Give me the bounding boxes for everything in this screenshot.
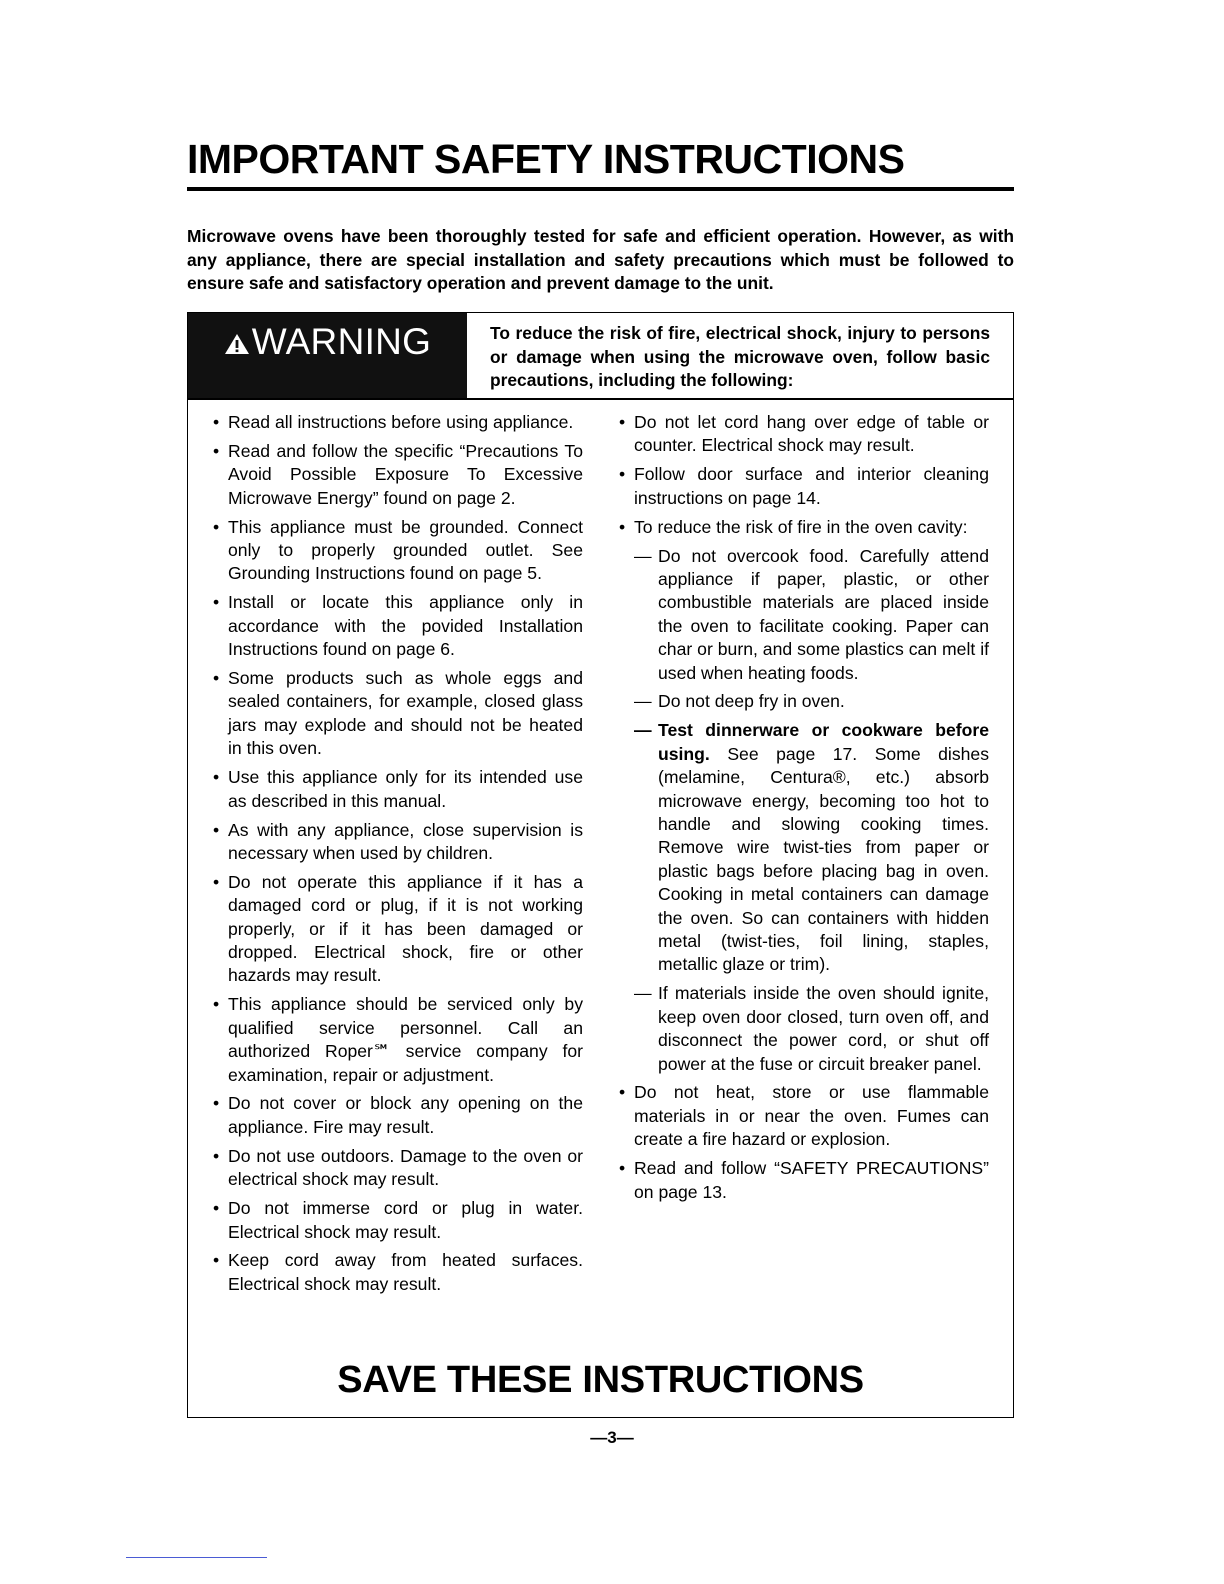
intro-paragraph: Microwave ovens have been thoroughly tested for safe and efficient operation. However, as with any appliance, there are special installation and safety precautions which must be followed to ensure safe and satisfactory operation and prevent damage to the unit. xyxy=(187,226,1014,293)
list-item: • Do not operate this appliance if it has a damaged cord or plug, if it is not working properly, or if it has been damaged or dropped. Electrical shock, fire or other hazards may result. xyxy=(213,871,583,986)
warning-label: WARNING xyxy=(251,321,432,362)
sub-list-item: — Test dinnerware or cookware before using. See page 17. Some dishes (melamine, Centura®, etc.) absorb microwave energy, becoming too hot to handle and slowing cooking times. Remove wire twist-ties from paper or plastic bags before placing bag in oven. Cooking in metal containers can damage the oven. So can containers with hidden metal (twist-ties, foil lining, staples, metallic glaze or trim). xyxy=(634,720,989,975)
list-item: • Do not immerse cord or plug in water. Electrical shock may result. xyxy=(213,1198,583,1242)
safety-instructions-box xyxy=(187,312,1014,1418)
title-underline xyxy=(187,187,1014,191)
page-number: —3— xyxy=(590,1428,634,1447)
warning-text: To reduce the risk of fire, electrical shock, injury to persons or damage when using the microwave oven, follow basic precautions, including the following: xyxy=(490,323,990,390)
save-instructions-heading: SAVE THESE INSTRUCTIONS xyxy=(337,1359,864,1401)
list-item: • Read all instructions before using appliance. xyxy=(213,412,574,432)
list-item: • Do not cover or block any opening on the appliance. Fire may result. xyxy=(213,1093,583,1137)
sub-list-item: — Do not deep fry in oven. xyxy=(634,691,845,712)
right-column xyxy=(619,411,989,1210)
footer-rule xyxy=(126,1557,267,1558)
sub-list-item: — If materials inside the oven should ignite, keep oven door closed, turn oven off, and disconnect the power cord, or shut off power at the fuse or circuit breaker panel. xyxy=(634,983,989,1074)
list-item: • Do not let cord hang over edge of table or counter. Electrical shock may result. xyxy=(619,412,989,456)
list-item: • Do not use outdoors. Damage to the oven or electrical shock may result. xyxy=(213,1145,583,1190)
list-item: • Some products such as whole eggs and sealed containers, for example, closed glass jars may explode and should not be heated in this oven. xyxy=(213,668,583,759)
list-item: • Do not heat, store or use flammable materials in or near the oven. Fumes can create a fire hazard or explosion. xyxy=(619,1082,989,1150)
warning-divider xyxy=(188,398,1013,400)
list-item: • Follow door surface and interior cleaning instructions on page 14. xyxy=(619,464,989,508)
list-item: • This appliance must be grounded. Connect only to properly grounded outlet. See Grounding Instructions found on page 5. xyxy=(213,516,583,584)
list-item: • Keep cord away from heated surfaces. Electrical shock may result. xyxy=(213,1250,583,1294)
list-item: • To reduce the risk of fire in the oven cavity: xyxy=(619,516,968,537)
list-item: • Read and follow the specific “Precautions To Avoid Possible Exposure To Excessive Microwave Energy” found on page 2. xyxy=(213,440,583,508)
left-column xyxy=(213,411,583,1302)
list-item: • Use this appliance only for its intended use as described in this manual. xyxy=(213,767,583,811)
list-item: • Install or locate this appliance only in accordance with the povided Installation Instructions found on page 6. xyxy=(213,592,583,660)
list-item: • This appliance should be serviced only by qualified service personnel. Call an authorized Roper℠ service company for examination, repair or adjustment. xyxy=(213,994,583,1085)
list-item: • As with any appliance, close supervision is necessary when used by children. xyxy=(213,819,583,863)
warning-triangle-icon xyxy=(224,333,250,355)
warning-badge xyxy=(188,313,467,399)
list-item: • Read and follow “SAFETY PRECAUTIONS” on page 13. xyxy=(619,1158,989,1202)
page-title: IMPORTANT SAFETY INSTRUCTIONS xyxy=(187,136,905,182)
sub-list-item: — Do not overcook food. Carefully attend appliance if paper, plastic, or other combustible materials are placed inside the oven to facilitate cooking. Paper can char or burn, and some plastics can melt if used when heating foods. xyxy=(634,545,989,683)
